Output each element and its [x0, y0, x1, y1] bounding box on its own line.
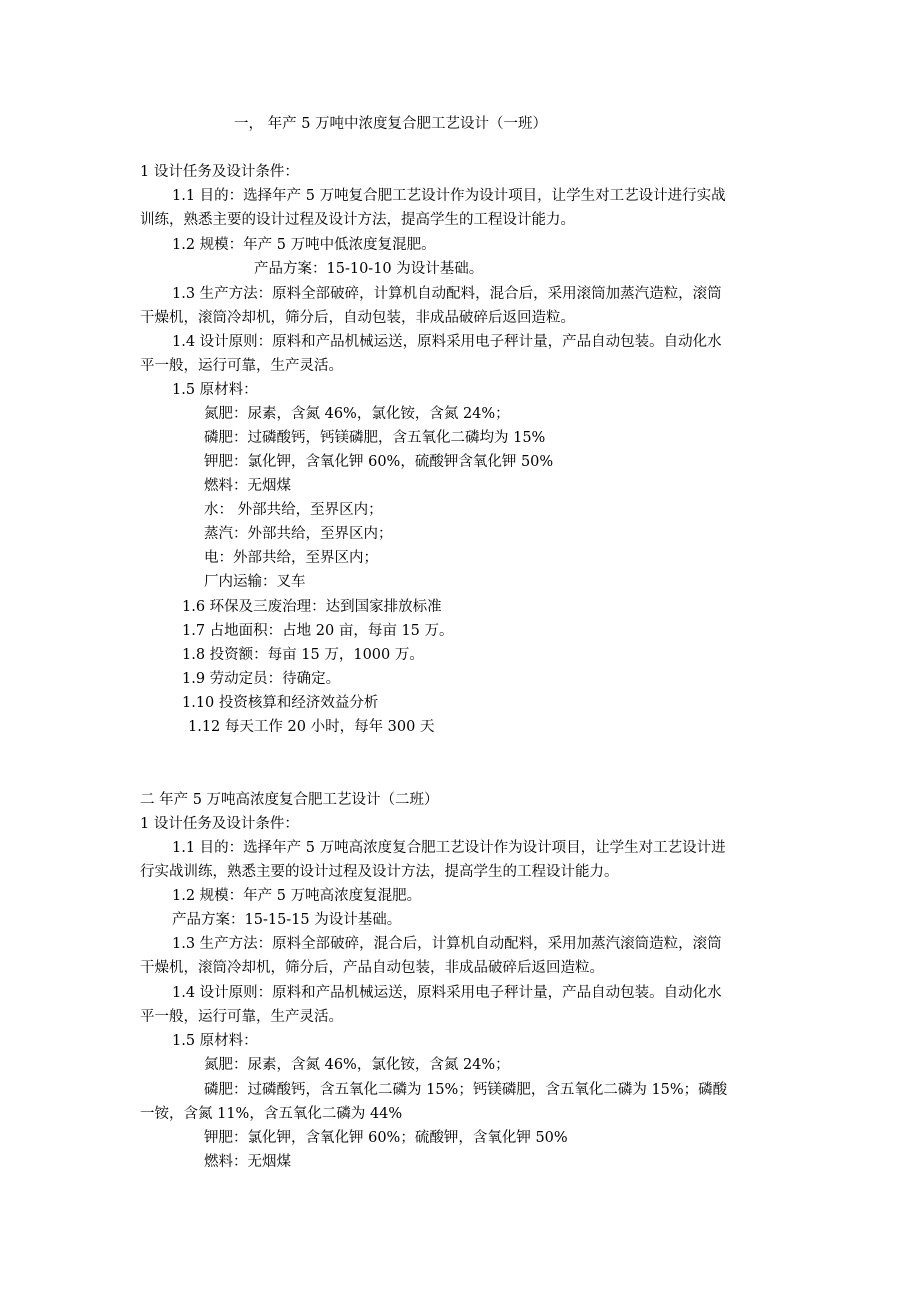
s1-item-1-4-line-1: 1.4 设计原则：原料和产品机械运送，原料采用电子秤计量，产品自动包装。自动化水 [172, 334, 722, 350]
s1-item-1-10: 1.10 投资核算和经济效益分析 [182, 695, 379, 711]
s2-item-1-4-line-2: 平一般，运行可靠，生产灵活。 [140, 1009, 343, 1025]
s1-item-1-6: 1.6 环保及三废治理：达到国家排放标准 [182, 599, 442, 615]
s2-material-fuel: 燃料：无烟煤 [204, 1154, 291, 1170]
s2-material-potash: 钾肥：氯化钾，含氧化钾 60%；硫酸钾，含氧化钾 50% [204, 1130, 568, 1146]
s2-item-1-1-line-1: 1.1 目的：选择年产 5 万吨高浓度复合肥工艺设计作为设计项目，让学生对工艺设计进 [172, 840, 726, 856]
s2-item-1-4-line-1: 1.4 设计原则：原料和产品机械运送，原料采用电子秤计量，产品自动包装。自动化水 [172, 985, 722, 1001]
s1-material-fuel: 燃料：无烟煤 [204, 478, 291, 494]
s1-item-1-4-line-2: 平一般，运行可靠，生产灵活。 [140, 358, 343, 374]
s1-item-1-1-line-1: 1.1 目的：选择年产 5 万吨复合肥工艺设计作为设计项目，让学生对工艺设计进行实战 [172, 188, 726, 204]
s1-item-1-3-line-2: 干燥机，滚筒冷却机，筛分后，自动包装，非成品破碎后返回造粒。 [140, 310, 575, 326]
s1-material-potash: 钾肥：氯化钾，含氧化钾 60%，硫酸钾含氧化钾 50% [204, 454, 554, 470]
s2-item-1-3-line-2: 干燥机，滚筒冷却机，筛分后，产品自动包装，非成品破碎后返回造粒。 [140, 960, 604, 976]
s1-item-1-1-line-2: 训练，熟悉主要的设计过程及设计方法，提高学生的工程设计能力。 [140, 212, 575, 228]
s1-material-electricity: 电：外部共给，至界区内； [204, 550, 378, 566]
s2-item-1-5: 1.5 原材料： [172, 1033, 258, 1049]
s1-item-1-5: 1.5 原材料： [172, 382, 258, 398]
s2-item-1-1-line-2: 行实战训练，熟悉主要的设计过程及设计方法，提高学生的工程设计能力。 [140, 864, 619, 880]
section-2-heading: 1 设计任务及设计条件： [140, 816, 299, 832]
s1-item-1-12: 1.12 每天工作 20 小时，每年 300 天 [188, 719, 435, 735]
section-2-title: 二 年产 5 万吨高浓度复合肥工艺设计（二班） [140, 792, 439, 808]
s1-item-1-2: 1.2 规模：年产 5 万吨中低浓度复混肥。 [172, 237, 436, 253]
s2-item-1-3-line-1: 1.3 生产方法：原料全部破碎，混合后，计算机自动配料，采用加蒸汽滚筒造粒，滚筒 [172, 936, 722, 952]
s1-item-1-9: 1.9 劳动定员：待确定。 [182, 671, 341, 687]
s1-material-water: 水： 外部共给，至界区内； [204, 502, 383, 518]
s2-material-phosphate-line-2: 一铵，含氮 11%，含五氧化二磷为 44% [140, 1106, 403, 1122]
s2-product-plan: 产品方案：15-15-15 为设计基础。 [172, 912, 402, 928]
section-1-title: 一， 年产 5 万吨中浓度复合肥工艺设计（一班） [234, 116, 548, 132]
s1-item-1-3-line-1: 1.3 生产方法：原料全部破碎，计算机自动配料，混合后，采用滚筒加蒸汽造粒，滚筒 [172, 286, 722, 302]
s1-material-phosphate: 磷肥：过磷酸钙，钙镁磷肥，含五氧化二磷均为 15% [204, 430, 546, 446]
section-1-heading: 1 设计任务及设计条件： [140, 164, 299, 180]
s1-material-steam: 蒸汽：外部共给，至界区内； [204, 526, 393, 542]
s2-material-nitrogen: 氮肥：尿素，含氮 46%，氯化铵，含氮 24%； [204, 1057, 510, 1073]
s1-product-plan: 产品方案：15-10-10 为设计基础。 [254, 261, 484, 277]
s2-material-phosphate-line-1: 磷肥：过磷酸钙，含五氧化二磷为 15%；钙镁磷肥，含五氧化二磷为 15%；磷酸 [204, 1082, 728, 1098]
s1-item-1-8: 1.8 投资额：每亩 15 万，1000 万。 [182, 647, 424, 663]
s1-material-transport: 厂内运输：叉车 [204, 574, 306, 590]
s2-item-1-2: 1.2 规模：年产 5 万吨高浓度复混肥。 [172, 888, 422, 904]
s1-material-nitrogen: 氮肥：尿素，含氮 46%，氯化铵，含氮 24%； [204, 406, 510, 422]
s1-item-1-7: 1.7 占地面积：占地 20 亩，每亩 15 万。 [182, 623, 454, 639]
